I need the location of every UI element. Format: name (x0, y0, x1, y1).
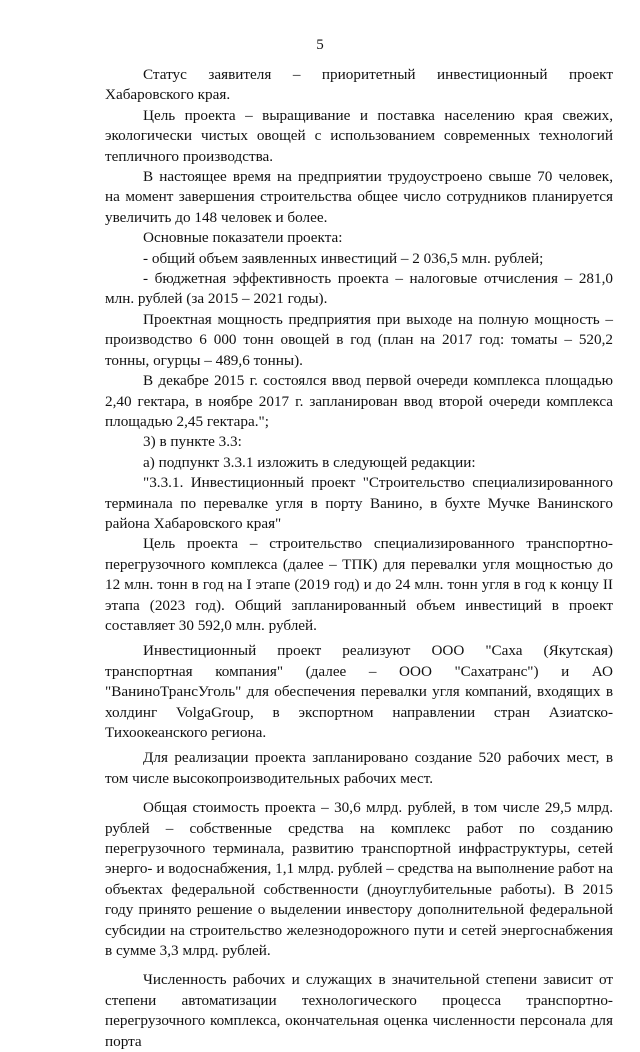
paragraph-implementers: Инвестиционный проект реализуют ООО "Саха (Якутская) транспортная компания" (далее – ООО "Сахатранс") и АО "ВаниноТрансУголь" для обеспечения перевалки угля компаний, входящих в холдинг VolgaGroup, в экспортном направлении стран Азиатско-Тихоокеанского региона. (105, 642, 613, 741)
paragraph-employment: В настоящее время на предприятии трудоустроено свыше 70 человек, на момент завершения строительства общее число сотрудников планируется увеличить до 148 человек и более. (105, 168, 613, 226)
paragraph-total-cost: Общая стоимость проекта – 30,6 млрд. рублей, в том числе 29,5 млрд. рублей – собственные средства на комплекс работ по созданию перегрузочного терминала, развитию транспортной инфраструктуры, сетей энерго- и водоснабжения, 1,1 млрд. рублей – средства на выполнение работ на объектах федеральной собственности (дноуглубительные работы). В 2015 году принято решение о выделении инвестору дополнительной федеральной субсидии на строительство железнодорожного пути и сетей энергоснабжения в сумме 3,3 млрд. рублей. (105, 799, 613, 960)
paragraph-project-3-3-1-title: "3.3.1. Инвестиционный проект "Строительство специализированного терминала по перевалке угля в порту Ванино, в бухте Мучке Ванинского района Хабаровского края" (105, 474, 613, 532)
document-body (105, 65, 613, 1052)
paragraph-design-capacity: Проектная мощность предприятия при выходе на полную мощность – производство 6 000 тонн овощей в год (план на 2017 год: томаты – 520,2 тонны, огурцы – 489,6 тонны). (105, 310, 613, 369)
paragraph-staff-number: Численность рабочих и служащих в значительной степени зависит от степени автоматизации технологического процесса транспортно-перегрузочного комплекса, окончательная оценка численности персонала для порта (105, 971, 613, 1050)
paragraph-budget-efficiency: - бюджетная эффективность проекта – налоговые отчисления – 281,0 млн. рублей (за 2015 – 2021 годы). (105, 270, 613, 308)
paragraph-project-goal-coal-terminal: Цель проекта – строительство специализированного транспортно-перегрузочного комплекса (далее – ТПК) для перевалки угля мощностью до 12 млн. тонн в год на I этапе (2019 год) и до 24 млн. тонн угля в год к концу II этапа (2023 год). Общий запланированный объем инвестиций в проект составляет 30 592,0 млн. рублей. (105, 535, 613, 634)
paragraph-subitem-a: а) подпункт 3.3.1 изложить в следующей редакции: (143, 453, 476, 471)
paragraph-applicant-status: Статус заявителя – приоритетный инвестиционный проект Хабаровского края. (105, 66, 613, 104)
paragraph-project-goal-vegetables: Цель проекта – выращивание и поставка населению края свежих, экологически чистых овощей с использованием современных технологий тепличного производства. (105, 106, 613, 165)
paragraph-item-3-3: 3) в пункте 3.3: (143, 433, 242, 451)
paragraph-commissioning: В декабре 2015 г. состоялся ввод первой очереди комплекса площадью 2,40 гектара, в ноябре 2017 г. запланирован ввод второй очереди комплекса площадью 2,45 гектара."; (105, 372, 613, 430)
page-number: 5 (316, 37, 324, 53)
paragraph-key-indicators-heading: Основные показатели проекта: (143, 229, 343, 247)
paragraph-jobs: Для реализации проекта запланировано создание 520 рабочих мест, в том числе высокопроизводительных рабочих мест. (105, 749, 613, 787)
paragraph-investment-volume: - общий объем заявленных инвестиций – 2 036,5 млн. рублей; (143, 249, 544, 267)
